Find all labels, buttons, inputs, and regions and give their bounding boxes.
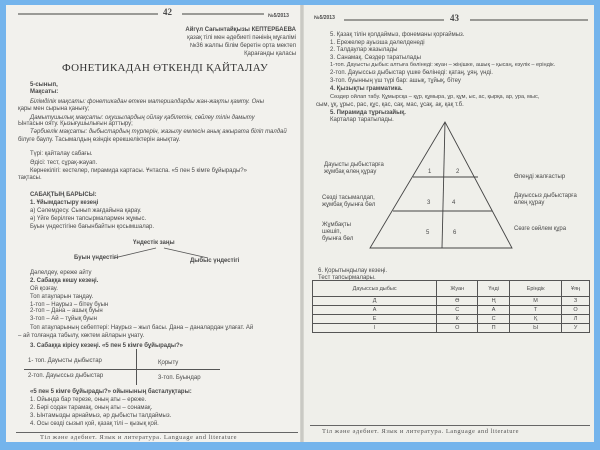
section-heading: «5 пен 5 кімге бұйырады?» ойынының басталуқтары: [30, 389, 192, 395]
text-line: 3. Санамақ. Сөздер таратылады [330, 55, 421, 61]
table-cell: О [437, 324, 478, 333]
table-cell: Ң [478, 297, 510, 306]
text-line: а) Сәлемдесу. Сынып жағдайына қарау. [30, 208, 142, 214]
text-line: 3. Ынтамызды арнаймыз, әр дыбысты талдаймыз. [30, 413, 172, 419]
group-1: 1- топ. Дауысты дыбыстар [28, 358, 102, 364]
text-line: 3-топ. буынның үш түрі бар: ашық, тұйық, бітеу [330, 78, 461, 84]
text-line: 3-топ – Ай – тұйық буын [30, 316, 97, 322]
text-line: 2-топ – Дана – ашық буын [30, 308, 103, 314]
footer-rule [310, 425, 590, 426]
table-row [313, 297, 590, 306]
test-table [312, 280, 590, 333]
footer-text: Тіл және әдебиет. Язык и литература. Language and literature [40, 434, 238, 441]
left-page [6, 5, 300, 442]
text-line: Түрі: қайталау сабағы. [30, 151, 93, 157]
text-line: Ынтасын ояту. Қызығушылығын арттыру; [18, 121, 133, 127]
section-heading: 1. Ұйымдастыру кезеңі [30, 200, 99, 206]
text-line: 2. Талдаулар жазылады [330, 47, 398, 53]
text-line: білуге баулу. Тасымалдың өзіндік ерекшеліктерін анықтау. [18, 137, 181, 143]
column-header: Дауыссыз дыбыс [313, 281, 437, 297]
footer-text: Тіл және әдебиет. Язык и литература. Language and literature [322, 428, 520, 435]
pyramid-left-label: Сөзді тасымалдап, жұмбақ буынға бөл [322, 195, 376, 208]
text-line: тақтасы. [18, 175, 42, 181]
section-heading: 5. Пирамида тұрғызайық. [330, 110, 406, 116]
text-line: Көрнекілігі: кестелер, пирамида картасы. Ұнтаспа. «5 пен 5 кімге бұйырады?» [30, 168, 247, 174]
text-line: 1. Ережелер ауызша дәлелденеді [330, 40, 425, 46]
pyramid-cell-number: 1 [428, 169, 432, 175]
text-line: 1-топ – Наурыз – бітеу буын [30, 302, 109, 308]
issue-number: №5/2013 [268, 13, 289, 19]
text-line: Буын үндестігіне бағынбайтын қосымшалар. [30, 224, 155, 230]
section-heading: САБАҚТЫҢ БАРЫСЫ: [30, 192, 97, 198]
author-city: Қарағанды қаласы [244, 51, 296, 57]
pyramid-left-label: Дауысты дыбыстарға жұмбақ өлең құрау [324, 162, 384, 175]
table-rule [24, 369, 220, 370]
text-line: сым, ұқ, ұрыс, рас, құс, қас, сақ, мас, ұсақ, ақ, қақ т.б. [316, 102, 464, 108]
table-cell: Д [313, 297, 437, 306]
section-heading: 4. Қызықты грамматика. [330, 86, 403, 92]
text-line: Тәрбиелік мақсаты: дыбыстардың түрлерін, жазылу емлесін анық ажырата біліп талдай [30, 129, 287, 135]
table-header-row [313, 281, 590, 297]
table-cell: М [510, 297, 562, 306]
text-line: 5. Қазақ тілін қолдаймыз, фонеманы қорғаймыз. [330, 32, 465, 38]
pyramid-right-label: Сөзге сөйлем құра [514, 226, 567, 232]
text-line: 4. Осы сөзді сызып қой, қазақ тілі – қызық қой. [30, 421, 159, 427]
table-row [313, 315, 590, 324]
pyramid-right-label: Өлеңді жалғастыр [514, 174, 566, 180]
text-line: Дәлелдеу, ереже айту [30, 270, 92, 276]
column-header: Жуан [437, 281, 478, 297]
table-cell: Л [562, 315, 590, 324]
text-line: Карталар таратылады. [330, 117, 394, 123]
footer-rule [16, 432, 298, 433]
diagram-left: Буын үндестігі [74, 255, 119, 261]
group-3: 3-топ. Буындар [158, 375, 201, 381]
table-cell: А [313, 306, 437, 315]
text-line: Әдісі: тест, сұрақ-жауап. [30, 160, 98, 166]
text-line: Ой қозғау. [30, 286, 58, 292]
text-line: 2. Бәрі содан тарамақ, оның аты – сонамақ. [30, 405, 153, 411]
section-heading: 6. Қорытындылау кезеңі. [318, 268, 388, 274]
diagram-root: Үндестік заңы [133, 240, 175, 246]
table-cell: Ы [510, 324, 562, 333]
pyramid-right-label: Дауыссыз дыбыстарға өлең құрау [514, 193, 577, 206]
text-line: Дамытушылық мақсаты: оқушылардың ойлау қабілетін, сөйлеу тілін дамыту [30, 115, 255, 121]
table-divider [136, 349, 137, 385]
right-page [304, 5, 594, 442]
page-number: 42 [163, 7, 172, 17]
text-line: 2-топ. Дауыссыз дыбыстар үшке бөлінеді: қатаң, ұяң, үнді. [330, 70, 493, 76]
group-2: 2-топ. Дауыссыз дыбыстар [28, 373, 104, 379]
table-cell: Қ [510, 315, 562, 324]
table-cell: С [478, 315, 510, 324]
page-number: 43 [450, 13, 459, 23]
issue-number: №5/2013 [314, 15, 335, 21]
table-cell: С [437, 306, 478, 315]
table-cell: Ө [437, 297, 478, 306]
table-cell: П [478, 324, 510, 333]
text-line: Мақсаты: [30, 89, 59, 95]
table-row [313, 306, 590, 315]
text-line: Топ атауларының себептері: Наурыз – жыл басы. Дана – даналардан ұлағат. Ай [30, 325, 254, 331]
table-cell: А [478, 306, 510, 315]
table-cell: І [313, 324, 437, 333]
table-row [313, 324, 590, 333]
article-title: ФОНЕТИКАДАН ӨТКЕНДІ ҚАЙТАЛАУ [62, 62, 269, 74]
group-summary: Қорыту [158, 360, 179, 366]
author-school: №36 жалпы білім беретін орта мектеп [189, 43, 296, 49]
text-line: Тест тапсырмалары. [318, 275, 376, 281]
column-header: Үнді [478, 281, 510, 297]
table-cell: Т [510, 306, 562, 315]
pyramid-left-label: Жұмбақты шешіп, буынға бөл [322, 222, 354, 242]
text-line: Сөздер ойлап табу. Құмырсқа – құр, құмыра, ұр, құм, ыс, ас, қырқа, ар, ура, мыс, [330, 94, 540, 100]
author-role: қазақ тілі мен әдебиеті пәнінің мұғалімі [187, 35, 296, 41]
table-cell: У [562, 324, 590, 333]
column-header: Еріндік [510, 281, 562, 297]
diagram-right: Дыбыс үндестігі [190, 258, 240, 264]
text-line: 1. Ойында бар терезе, оның аты – ереже. [30, 397, 147, 403]
column-header: Ұяң [562, 281, 590, 297]
table-cell: О [562, 306, 590, 315]
table-cell: Е [313, 315, 437, 324]
text-line: – ай толғанда табылу, көктем айларын ұнату. [18, 333, 145, 339]
table-cell: З [562, 297, 590, 306]
text-line: қары мен сырына қанығу; [18, 106, 90, 112]
text-line: Білімділік мақсаты: фонетикадан өткен материалдарды жан-жақты қамту. Оны [30, 99, 264, 105]
pyramid-cell-number: 5 [426, 230, 430, 236]
pyramid-cell-number: 6 [453, 230, 457, 236]
section-heading: 3. Сабаққа кірісу кезеңі. «5 пен 5 кімге бұйырады?» [30, 343, 184, 349]
table-cell: К [437, 315, 478, 324]
text-line: 1-топ. Дауысты дыбыс алтыға бөлінеді: жуан – жіңішке, ашық – қысаң, езулік – еріндік. [330, 62, 556, 68]
text-line: ә) Үйге берілген тапсырмалармен жұмыс. [30, 216, 147, 222]
author-name: Айгүл Сағынтайқызы КЕПТЕРБАЕВА [185, 27, 296, 33]
pyramid-cell-number: 2 [456, 169, 460, 175]
pyramid-cell-number: 4 [452, 200, 456, 206]
text-line: 5-сынып, [30, 82, 58, 88]
text-line: Топ атауларын таңдау. [30, 294, 94, 300]
pyramid-cell-number: 3 [427, 200, 431, 206]
section-heading: 2. Сабаққа кешу кезеңі. [30, 278, 99, 284]
